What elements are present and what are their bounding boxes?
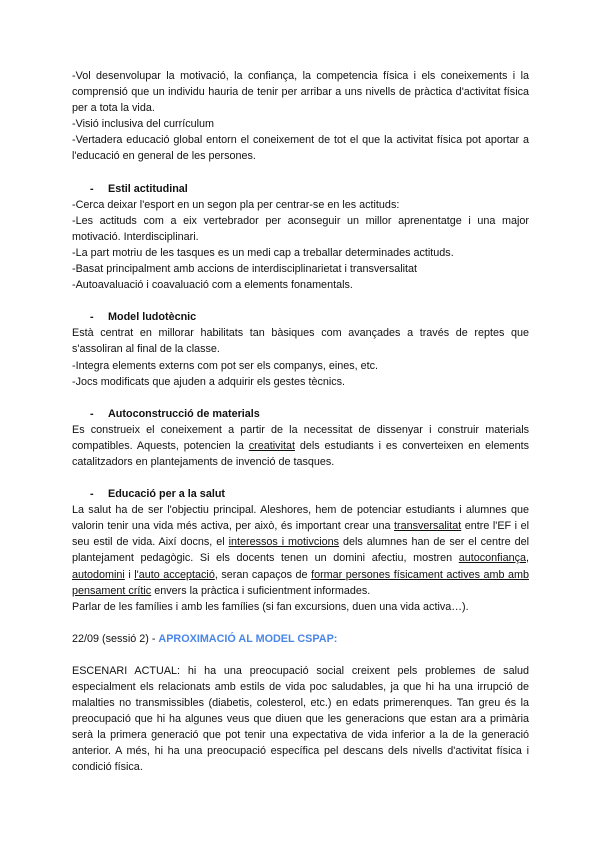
ludo-line-3: -Jocs modificats que ajuden a adquirir els gestes tècnics. bbox=[72, 375, 346, 388]
salut-last-line: Parlar de les famílies i amb les famílies (si fan excursions, duen una vida activa…). bbox=[72, 600, 469, 613]
document-body bbox=[72, 68, 529, 776]
salut-text-7: envers la pràctica i suficientment informades. bbox=[151, 584, 371, 597]
auto-text-b: dels estudiants i es converteixen en elements catalitzadors en plantejaments de invenció de tasques. bbox=[72, 439, 529, 468]
bullet-dash: - bbox=[90, 311, 94, 324]
bullet-dash: - bbox=[90, 407, 94, 420]
intro-line-3: -Vertadera educació global entorn el coneixement de tot el que la activitat física pot aportar a l'educació en general de les persones. bbox=[72, 134, 529, 163]
section-heading-salut bbox=[72, 486, 529, 502]
session-prefix: 22/09 (sessió 2) - bbox=[72, 632, 159, 645]
intro-line-1: -Vol desenvolupar la motivació, la confiança, la competencia física i els coneixements i la comprensió que un individu hauria de tenir per arribar a uns nivells de pràctica d'activitat física per a tota la vida. bbox=[72, 70, 529, 115]
section-title-ludotecnic: Model ludotècnic bbox=[108, 311, 197, 324]
session-title: APROXIMACIÓ AL MODEL CSPAP: bbox=[158, 632, 338, 645]
ludo-line-2: -Integra elements externs com pot ser els companys, eines, etc. bbox=[72, 359, 379, 372]
bullet-dash: - bbox=[90, 182, 94, 195]
estil-line-3: -La part motriu de les tasques es un medi cap a treballar determinades actituds. bbox=[72, 246, 454, 259]
salut-text-3: dels alumnes han de ser el centre del plantejament pedagògic. Si els docents tenen un domini afectiu, mostren bbox=[72, 536, 529, 565]
auto-text-a: Es construeix el coneixement a partir de la necessitat de dissenyar i construir materials compatibles. Aquests, potencien la bbox=[72, 423, 529, 452]
section-heading-ludotecnic bbox=[72, 309, 529, 325]
salut-text-5: i bbox=[124, 568, 135, 581]
section-heading-estil bbox=[72, 181, 529, 197]
underlined-formar-persones: formar persones físicament actives amb amb pensament crític bbox=[72, 568, 530, 597]
section-title-autoconstruccio: Autoconstrucció de materials bbox=[108, 407, 260, 420]
underlined-creativitat: creativitat bbox=[248, 439, 295, 452]
underlined-auto-acceptacio: l'auto acceptació bbox=[134, 568, 215, 581]
underlined-autodomini: autodomini bbox=[72, 568, 125, 581]
estil-line-4: -Basat principalment amb accions de interdisciplinarietat i transversalitat bbox=[72, 263, 418, 276]
estil-line-5: -Autoavaluació i coavaluació com a elements fonamentals. bbox=[72, 279, 353, 292]
salut-text-4: , bbox=[526, 552, 529, 565]
escenari-paragraph: ESCENARI ACTUAL: hi ha una preocupació social creixent pels problemes de salud especialment els relacionats amb estils de vida poc saludables, ja que hi ha una irrupció de malalties no transmissibles (diabetis, colesterol, etc.) en edats primerenques. Tan greu és la preocupació que hi ha algunes veus que diuen que les generacions que estan ara a primària serà la primera generació que pot tenir una expectativa de vida inferior a la de la generació anterior. A més, hi ha una preocupació específica pel descans dels nivells d'activitat física i condició física. bbox=[72, 664, 529, 774]
intro-line-2: -Visió inclusiva del currículum bbox=[72, 118, 215, 131]
section-title-salut: Educació per a la salut bbox=[108, 488, 226, 501]
underlined-autoconfianca: autoconfiança bbox=[458, 552, 526, 565]
underlined-transversalitat: transversalitat bbox=[394, 520, 462, 533]
ludo-line-1: Està centrat en millorar habilitats tan bàsiques com avançades a través de reptes que s'assoliran al final de la classe. bbox=[72, 327, 529, 356]
estil-line-1: -Cerca deixar l'esport en un segon pla per centrar-se en les actituds: bbox=[72, 198, 400, 211]
section-title-estil: Estil actitudinal bbox=[108, 182, 188, 195]
auto-paragraph bbox=[72, 422, 529, 470]
session-heading bbox=[72, 631, 529, 647]
salut-paragraph bbox=[72, 502, 529, 599]
section-heading-autoconstruccio bbox=[72, 406, 529, 422]
bullet-dash: - bbox=[90, 488, 94, 501]
underlined-interessos: interessos i motivcions bbox=[228, 536, 340, 549]
salut-text-6: , seran capaços de bbox=[214, 568, 312, 581]
estil-line-2: -Les actituds com a eix vertebrador per aconseguir un millor aprenentatge i una major motivació. Interdisciplinari. bbox=[72, 214, 529, 243]
salut-text-2: entre l'EF i el seu estil de vida. Així docns, el bbox=[72, 520, 529, 549]
salut-text-1: La salut ha de ser l'objectiu principal. Aleshores, hem de potenciar estudiants i alumnes que valorin tenir una vida més activa, per això, és important crear una bbox=[72, 504, 529, 533]
